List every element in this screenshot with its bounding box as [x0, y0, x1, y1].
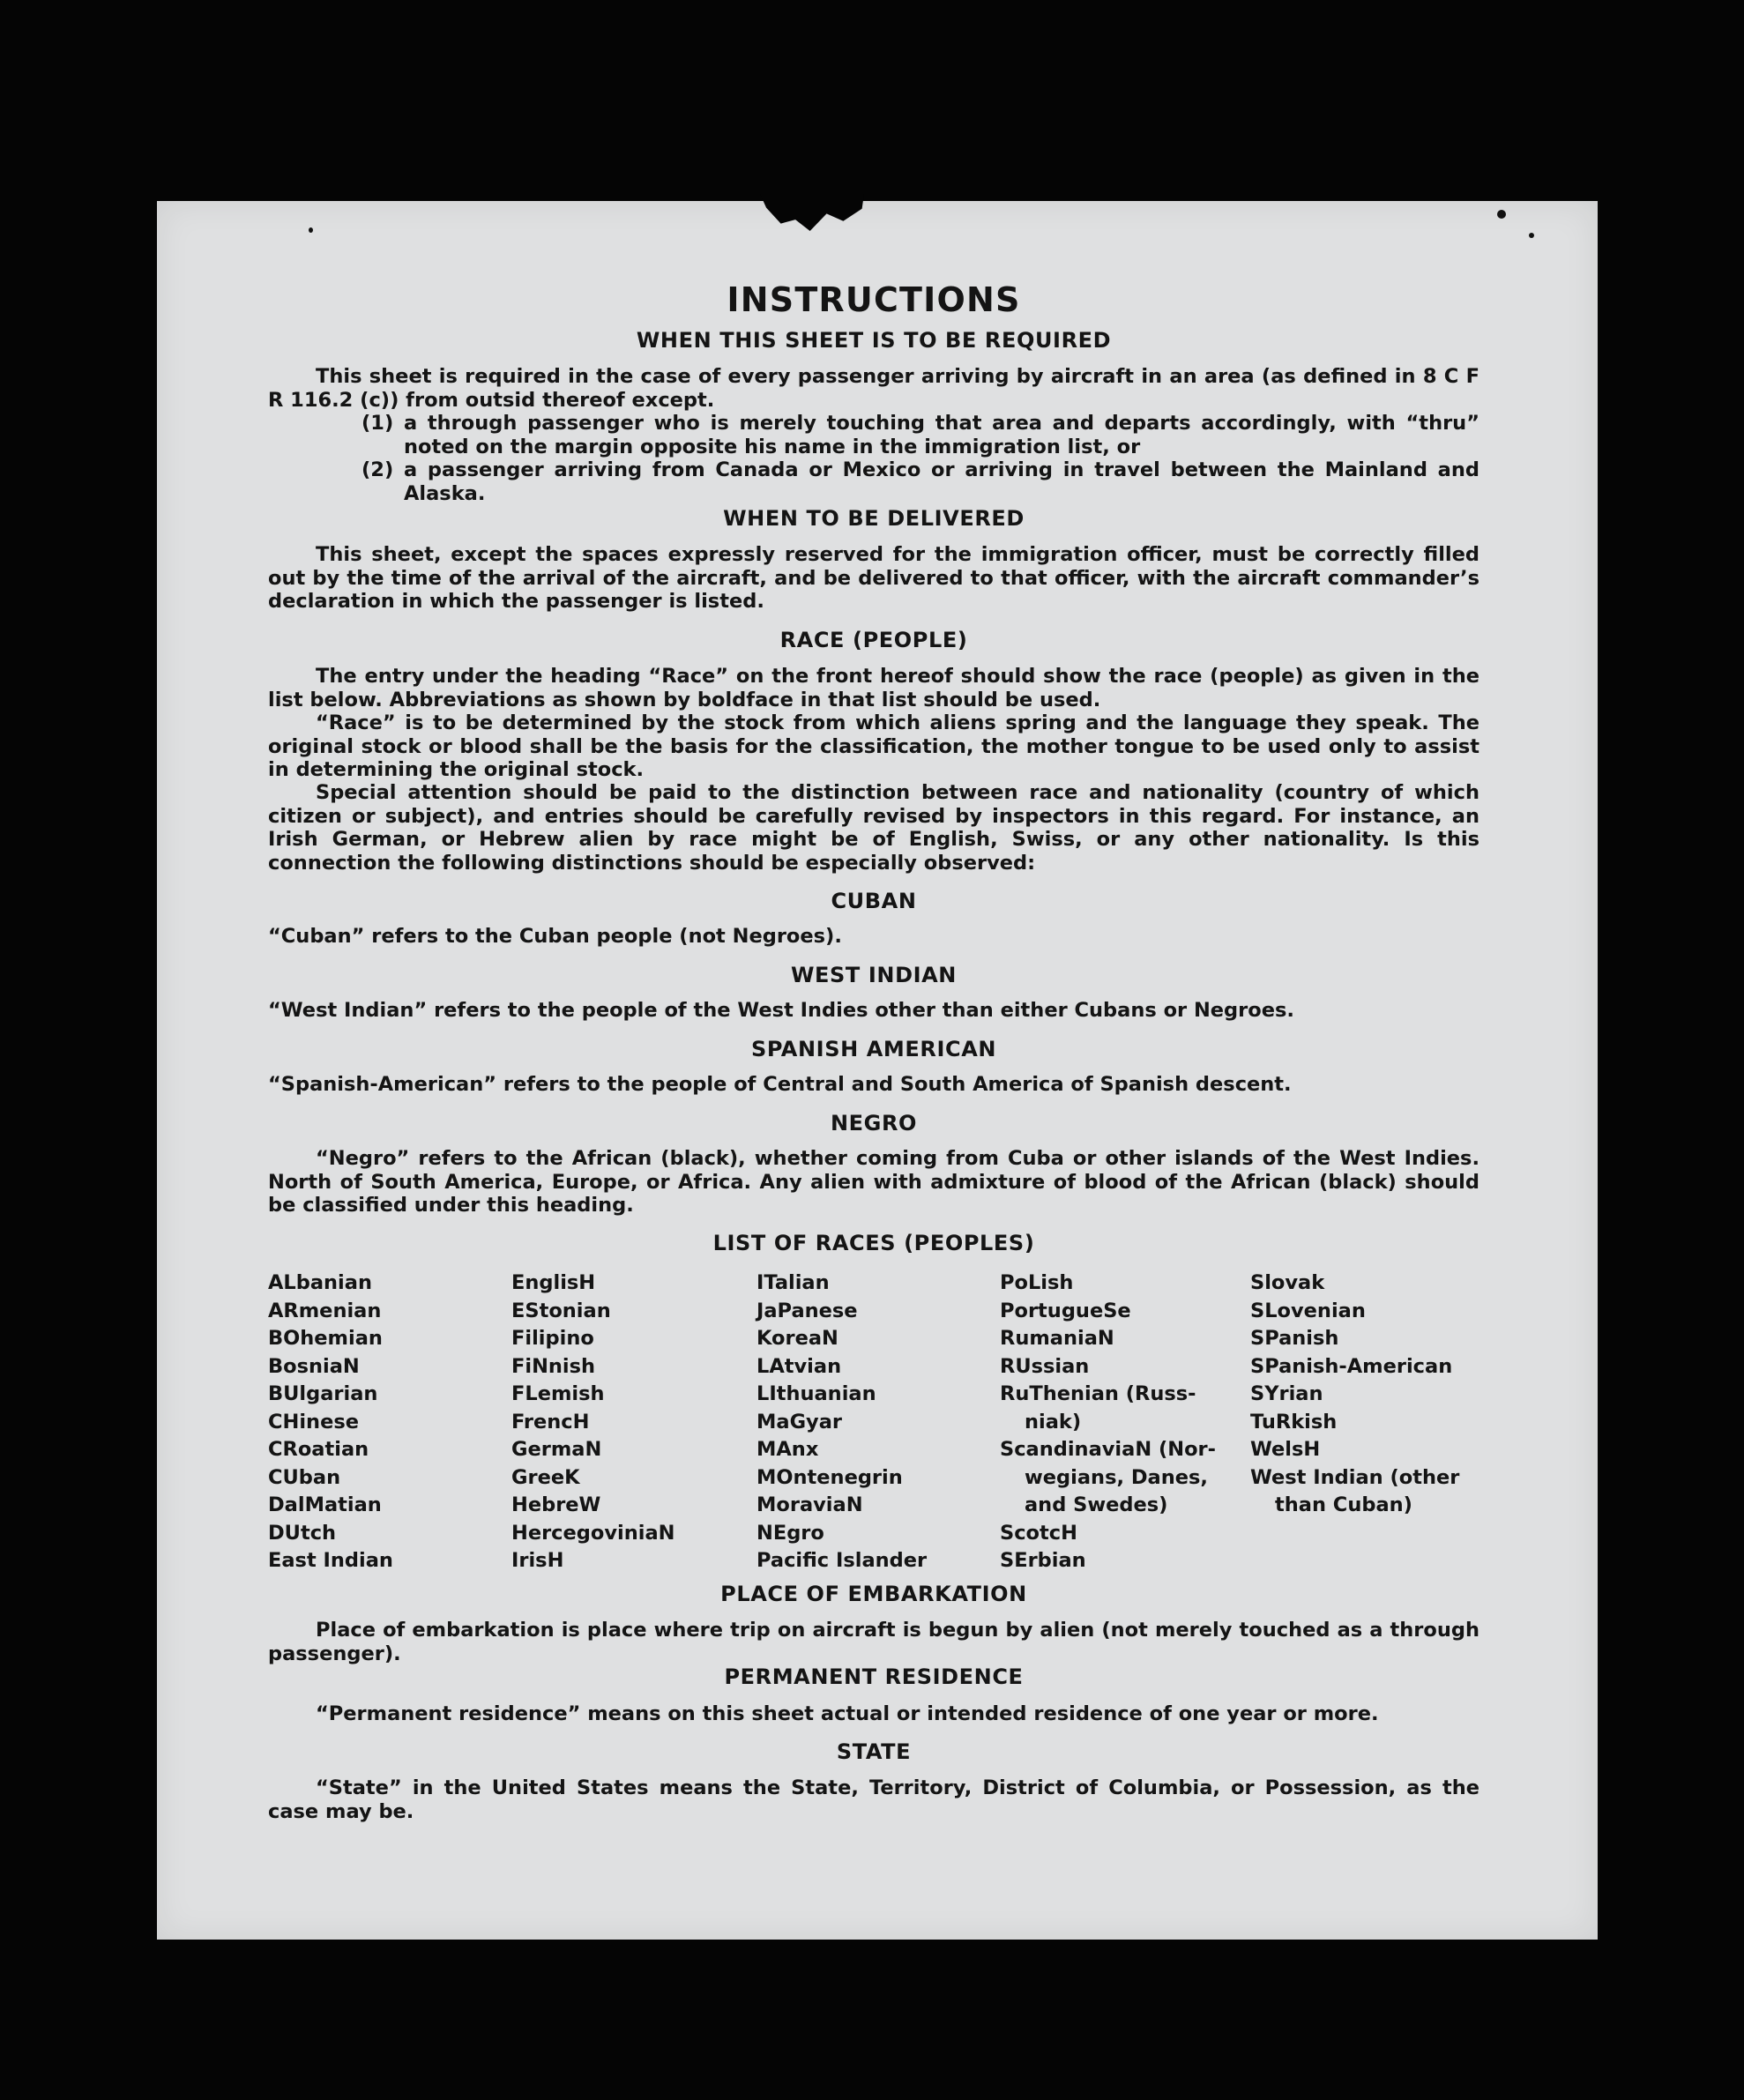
heading-race: RACE (PEOPLE)	[779, 628, 968, 652]
item-number: (2)	[361, 458, 394, 481]
race-entry: SErbian	[1000, 1549, 1086, 1572]
race-entry: West Indian (other	[1250, 1465, 1460, 1489]
list-item	[361, 458, 1479, 505]
race-entry: and Swedes)	[1025, 1493, 1168, 1516]
embarkation-paragraph: Place of embarkation is place where trip on aircraft is begun by alien (not merely touched as a through passenger).	[268, 1619, 1479, 1665]
intro-paragraph: This sheet is required in the case of every passenger arriving by aircraft in an area (as defined in 8 C F R 116.2 (c)) from outsid thereof except.	[268, 365, 1479, 412]
cuban-definition: “Cuban” refers to the Cuban people (not Negroes).	[268, 925, 842, 948]
negro-definition: “Negro” refers to the African (black), whether coming from Cuba or other islands of the West Indies. North of South America, Europe, or Africa. Any alien with admixture of blood of the African (black) should be classified under this heading.	[268, 1147, 1479, 1217]
race-entry: ARmenian	[268, 1299, 382, 1322]
race-entry: RuThenian (Russ-	[1000, 1382, 1196, 1405]
race-entry: LAtvian	[756, 1354, 842, 1378]
speck	[1529, 233, 1534, 238]
race-entry: EStonian	[511, 1299, 611, 1322]
race-entry: BosniaN	[268, 1354, 360, 1378]
spanish-american-definition: “Spanish-American” refers to the people of Central and South America of Spanish descent.	[268, 1073, 1292, 1096]
races-column	[1000, 1270, 1216, 1575]
race-entry: ALbanian	[268, 1271, 372, 1294]
race-paragraph: The entry under the heading “Race” on the front hereof should show the race (people) as given in the list below. Abbreviations as shown by boldface in that list should be used.	[268, 665, 1479, 711]
item-text: a passenger arriving from Canada or Mexico or arriving in travel between the Mainland and Alaska.	[404, 458, 1479, 505]
race-paragraph: Special attention should be paid to the distinction between race and nationality (country of which citizen or subject), and entries should be carefully revised by inspectors in this regard. For instance, an Irish German, or Hebrew alien by race might be of English, Swiss, or any other nationality. Is this connection the following distinctions should be especially observed:	[268, 781, 1479, 875]
race-entry: MOntenegrin	[756, 1465, 903, 1489]
heading-negro: NEGRO	[830, 1111, 918, 1136]
race-entry: DalMatian	[268, 1493, 382, 1516]
speck	[1497, 210, 1506, 219]
race-entry: EnglisH	[511, 1271, 596, 1294]
races-column	[1250, 1270, 1459, 1520]
race-entry: MAnx	[756, 1438, 819, 1461]
race-paragraph: “Race” is to be determined by the stock from which aliens spring and the language they speak. The original stock or blood shall be the basis for the classification, the mother tongue to be used only to assist in determining the original stock.	[268, 711, 1479, 781]
heading-state: STATE	[836, 1739, 912, 1764]
race-entry: SLovenian	[1250, 1299, 1366, 1322]
race-entry: Filipino	[511, 1327, 594, 1350]
race-entry: FrencH	[511, 1410, 590, 1434]
speck	[309, 227, 313, 233]
delivery-paragraph: This sheet, except the spaces expressly reserved for the immigration officer, must be correctly filled out by the time of the arrival of the aircraft, and be delivered to that officer, with the aircraft commander’s declaration in which the passenger is listed.	[268, 543, 1479, 613]
page-title: INSTRUCTIONS	[727, 280, 1021, 319]
race-entry: wegians, Danes,	[1025, 1465, 1208, 1489]
race-entry: SPanish-American	[1250, 1354, 1453, 1378]
race-entry: GreeK	[511, 1465, 580, 1489]
race-entry: niak)	[1025, 1410, 1082, 1434]
list-item	[361, 412, 1479, 458]
residence-paragraph: “Permanent residence” means on this sheet actual or intended residence of one year or more.	[316, 1702, 1379, 1725]
race-entry: East Indian	[268, 1549, 393, 1572]
race-entry: JaPanese	[756, 1299, 858, 1322]
heading-embarkation: PLACE OF EMBARKATION	[720, 1582, 1027, 1606]
race-entry: than Cuban)	[1275, 1493, 1412, 1516]
race-entry: FLemish	[511, 1382, 605, 1405]
race-entry: WelsH	[1250, 1438, 1321, 1461]
heading-cuban: CUBAN	[831, 889, 917, 913]
race-entry: ITalian	[756, 1271, 830, 1294]
race-entry: KoreaN	[756, 1327, 838, 1350]
race-entry: MaGyar	[756, 1410, 842, 1434]
heading-list-of-races: LIST OF RACES (PEOPLES)	[712, 1231, 1035, 1255]
race-entry: FiNnish	[511, 1354, 596, 1378]
race-entry: RumaniaN	[1000, 1327, 1114, 1350]
race-entry: HebreW	[511, 1493, 601, 1516]
item-number: (1)	[361, 412, 394, 435]
race-entry: Pacific Islander	[756, 1549, 928, 1572]
heading-when-delivered: WHEN TO BE DELIVERED	[723, 506, 1025, 531]
races-column	[756, 1270, 927, 1575]
race-entry: GermaN	[511, 1438, 602, 1461]
race-entry: ScotcH	[1000, 1521, 1077, 1545]
race-entry: HercegoviniaN	[511, 1521, 675, 1545]
heading-spanish-american: SPANISH AMERICAN	[750, 1037, 997, 1061]
heading-when-required: WHEN THIS SHEET IS TO BE REQUIRED	[636, 328, 1112, 353]
race-entry: SYrian	[1250, 1382, 1323, 1405]
race-entry: MoraviaN	[756, 1493, 863, 1516]
races-column	[511, 1270, 674, 1575]
race-entry: LIthuanian	[756, 1382, 876, 1405]
race-entry: BUlgarian	[268, 1382, 378, 1405]
races-column	[268, 1270, 393, 1575]
race-entry: NEgro	[756, 1521, 824, 1545]
state-paragraph: “State” in the United States means the State, Territory, District of Columbia, or Possession, as the case may be.	[268, 1776, 1479, 1823]
race-entry: CHinese	[268, 1410, 359, 1434]
race-entry: SPanish	[1250, 1327, 1339, 1350]
race-entry: RUssian	[1000, 1354, 1090, 1378]
race-entry: Slovak	[1250, 1271, 1325, 1294]
heading-permanent-residence: PERMANENT RESIDENCE	[724, 1664, 1024, 1689]
race-entry: IrisH	[511, 1549, 564, 1572]
race-entry: ScandinaviaN (Nor-	[1000, 1438, 1216, 1461]
race-entry: PortugueSe	[1000, 1299, 1131, 1322]
heading-west-indian: WEST INDIAN	[790, 963, 957, 987]
race-entry: TuRkish	[1250, 1410, 1338, 1434]
race-entry: DUtch	[268, 1521, 337, 1545]
item-text: a through passenger who is merely touching that area and departs accordingly, with “thru” noted on the margin opposite his name in the immigration list, or	[404, 412, 1479, 458]
race-entry: CRoatian	[268, 1438, 369, 1461]
race-entry: PoLish	[1000, 1271, 1074, 1294]
race-entry: CUban	[268, 1465, 341, 1489]
west-indian-definition: “West Indian” refers to the people of the West Indies other than either Cubans or Negroes.	[268, 999, 1294, 1022]
race-entry: BOhemian	[268, 1327, 383, 1350]
